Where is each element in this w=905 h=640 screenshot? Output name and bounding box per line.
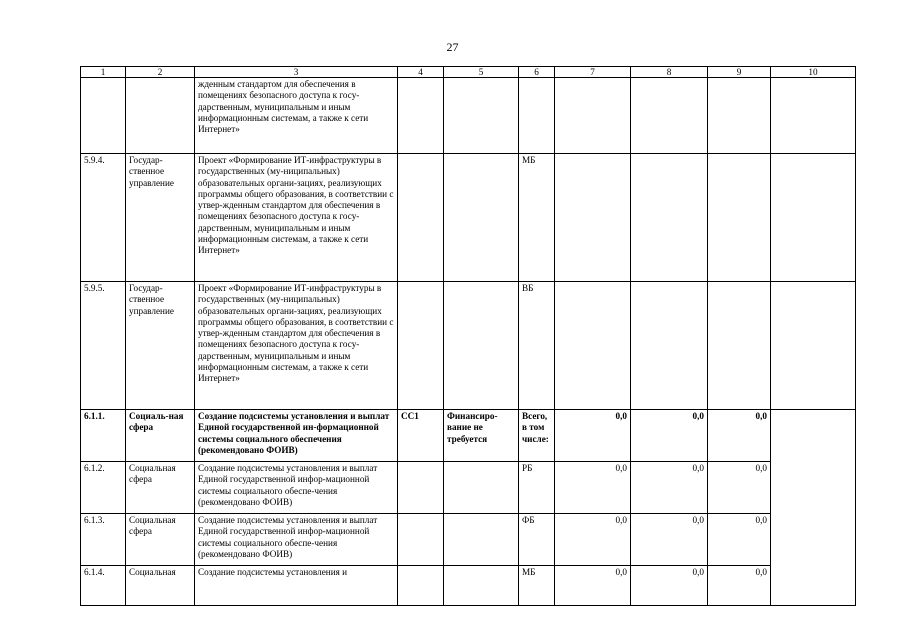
row-budget-source: ВБ [519,282,555,410]
row-financing-note [444,78,519,154]
row-description: жденным стандартом для обеспечения в помещениях безопасного доступа к госу-дарственным, муниципальным и иным информационным системам, а также к сети Интернет» [195,78,398,154]
row-financing-note [444,282,519,410]
row-financing-note [444,514,519,566]
row-value-col9 [708,282,771,410]
row-budget-source: МБ [519,566,555,606]
row-value-col9 [708,78,771,154]
row-description: Создание подсистемы установления и [195,566,398,606]
row-col10 [771,282,856,410]
header-col-7: 7 [555,67,631,78]
column-number-header-row [81,67,856,78]
row-code [398,514,444,566]
program-table [80,66,856,606]
row-sphere: Социальная [126,566,195,606]
row-sphere: Социаль-ная сфера [126,410,195,462]
row-budget-source: Всего, в том числе: [519,410,555,462]
row-col10-merged [771,410,856,606]
row-value-col8: 0,0 [631,410,708,462]
header-col-2: 2 [126,67,195,78]
header-col-10: 10 [771,67,856,78]
row-value-col9: 0,0 [708,462,771,514]
table-row [81,514,856,566]
row-financing-note [444,154,519,282]
row-code [398,78,444,154]
row-value-col9: 0,0 [708,514,771,566]
row-value-col7 [555,282,631,410]
row-id [81,78,126,154]
row-value-col8: 0,0 [631,462,708,514]
row-value-col7 [555,154,631,282]
row-id: 6.1.4. [81,566,126,606]
row-financing-note [444,566,519,606]
row-value-col9 [708,154,771,282]
row-financing-note [444,462,519,514]
table-row [81,282,856,410]
row-value-col8 [631,154,708,282]
row-id: 5.9.4. [81,154,126,282]
row-value-col7: 0,0 [555,514,631,566]
row-id: 6.1.2. [81,462,126,514]
row-sphere: Социальная сфера [126,462,195,514]
row-description: Проект «Формирование ИТ-инфраструктуры в государственных (му-ниципальных) образовательных органи-зациях, реализующих программы общего образования, в соответствии с утвер-жденным стандартом для обеспечения в помещениях безопасного доступа к госу-дарственным, муниципальным и иным информационным системам, а также к сети Интернет» [195,154,398,282]
row-budget-source: РБ [519,462,555,514]
row-code [398,282,444,410]
header-col-8: 8 [631,67,708,78]
row-value-col7: 0,0 [555,462,631,514]
row-financing-note: Финансиро-вание не требуется [444,410,519,462]
row-value-col7 [555,78,631,154]
header-col-6: 6 [519,67,555,78]
row-budget-source: ФБ [519,514,555,566]
header-col-9: 9 [708,67,771,78]
row-id: 5.9.5. [81,282,126,410]
table-row [81,154,856,282]
row-description: Создание подсистемы установления и выплат Единой государственной инфор-мационной системы социального обеспе-чения (рекомендовано ФОИВ) [195,514,398,566]
row-value-col8 [631,78,708,154]
row-sphere [126,78,195,154]
row-sphere: Государ-ственное управление [126,282,195,410]
row-id: 6.1.3. [81,514,126,566]
row-value-col7: 0,0 [555,410,631,462]
row-value-col7: 0,0 [555,566,631,606]
table-row [81,78,856,154]
table-row [81,462,856,514]
row-description: Создание подсистемы установления и выплат Единой государственной ин-формационной системы социального обеспечения (рекомендовано ФОИВ) [195,410,398,462]
row-budget-source: МБ [519,154,555,282]
page-number: 27 [446,40,459,54]
row-value-col9: 0,0 [708,566,771,606]
row-description: Проект «Формирование ИТ-инфраструктуры в государственных (му-ниципальных) образовательных органи-зациях, реализующих программы общего образования, в соответствии с утвер-жденным стандартом для обеспечения в помещениях безопасного доступа к госу-дарственным, муниципальным и иным информационным системам, а также к сети Интернет» [195,282,398,410]
row-id: 6.1.1. [81,410,126,462]
row-col10 [771,78,856,154]
header-col-4: 4 [398,67,444,78]
row-sphere: Социальная сфера [126,514,195,566]
row-code [398,462,444,514]
row-value-col8 [631,282,708,410]
header-col-5: 5 [444,67,519,78]
row-value-col8: 0,0 [631,566,708,606]
table-row [81,566,856,606]
row-sphere: Государ-ственное управление [126,154,195,282]
row-budget-source [519,78,555,154]
row-description: Создание подсистемы установления и выплат Единой государственной инфор-мационной системы социального обеспе-чения (рекомендовано ФОИВ) [195,462,398,514]
row-code [398,154,444,282]
row-code [398,566,444,606]
header-col-3: 3 [195,67,398,78]
row-value-col9: 0,0 [708,410,771,462]
row-value-col8: 0,0 [631,514,708,566]
row-code: СС1 [398,410,444,462]
program-table-wrapper [80,66,855,577]
header-col-1: 1 [81,67,126,78]
table-row [81,410,856,462]
row-col10 [771,154,856,282]
